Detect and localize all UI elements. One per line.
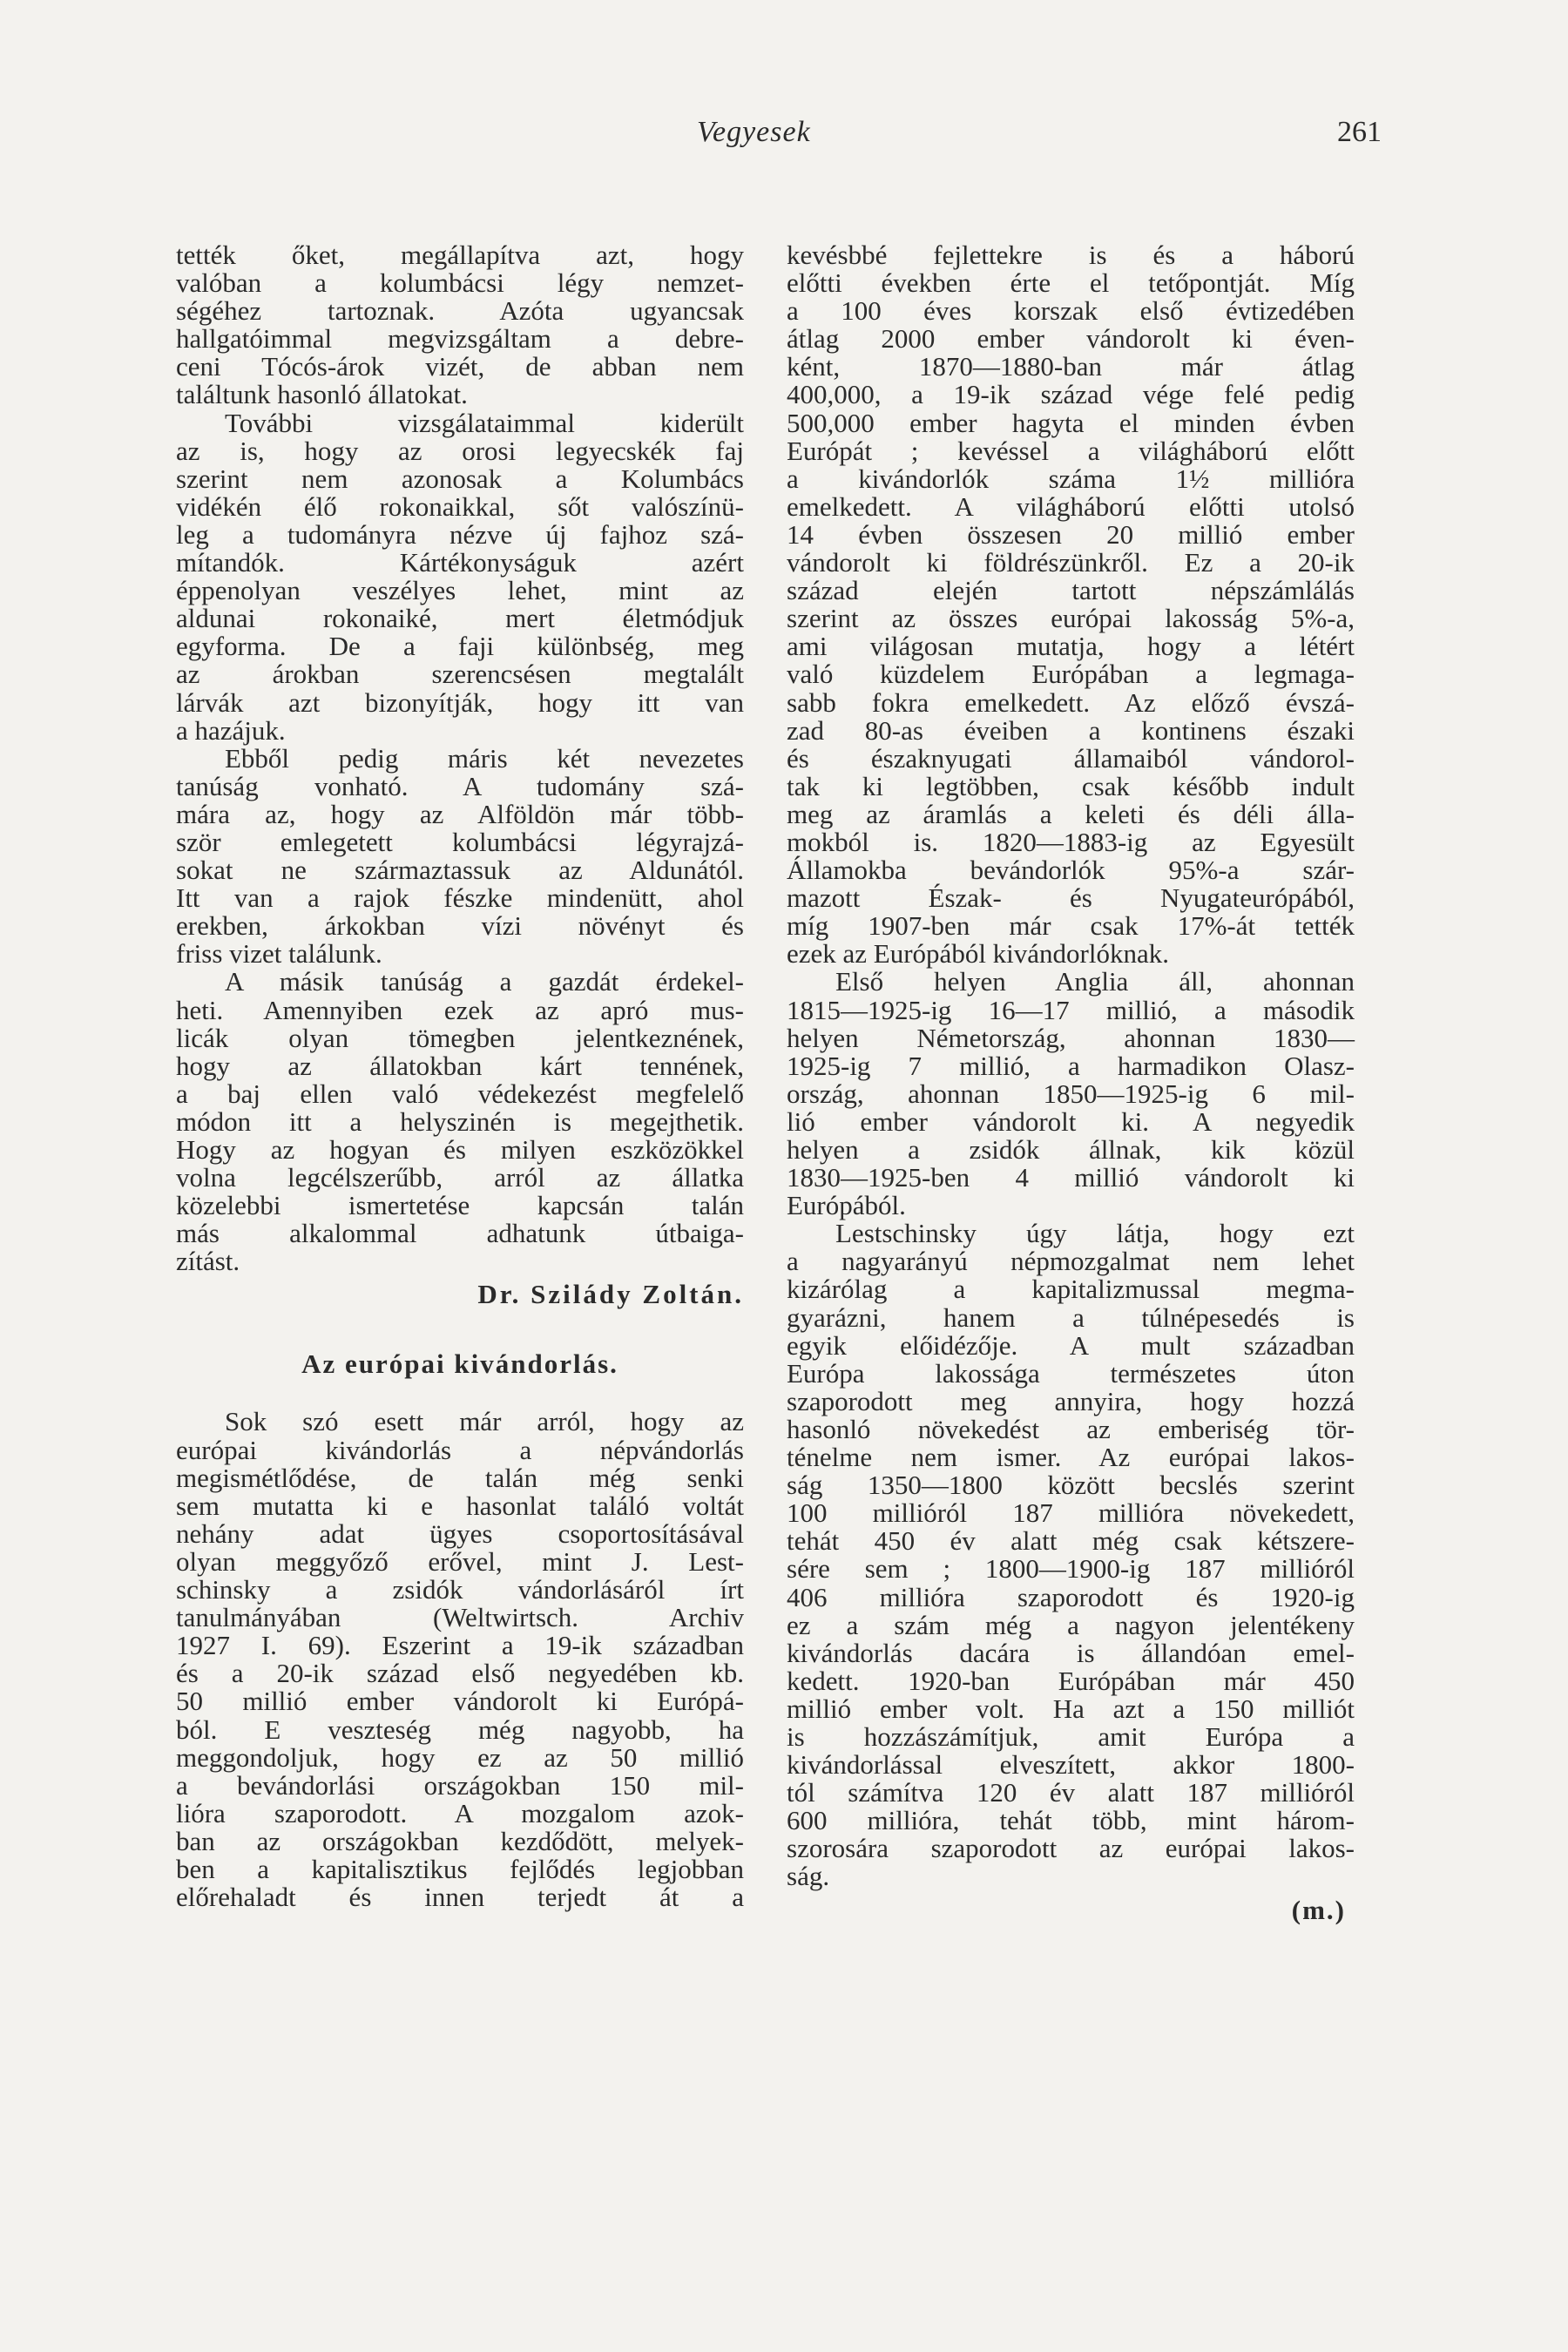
text-line: mazott Észak- és Nyugateurópából, [787, 882, 1355, 914]
text-line: 100 millióról 187 millióra növekedett, [787, 1497, 1355, 1529]
text-line: hasonló növekedést az emberiség tör- [787, 1413, 1355, 1444]
text-line: kivándorlással elveszített, akkor 1800- [787, 1749, 1355, 1781]
text-line: friss vizet találunk. [176, 938, 382, 970]
text-line: 500,000 ember hagyta el minden évben [787, 407, 1355, 438]
text-line: schinsky a zsidók vándorlásáról írt [176, 1574, 744, 1605]
text-line: szerint nem azonosak a Kolumbács [176, 463, 744, 494]
text-line: Ebből pedig máris két nevezetes [225, 742, 744, 774]
text-line: lárvák azt bizonyítják, hogy itt van [176, 686, 744, 718]
text-line: ból. E veszteség még nagyobb, ha [176, 1713, 744, 1745]
text-line: és a 20-ik század első negyedében kb. [176, 1658, 744, 1689]
text-line: megismétlődése, de talán még senki [176, 1462, 744, 1493]
author-signoff: (m.) [1291, 1894, 1346, 1925]
text-line: hallgatóimmal megvizsgáltam a debre- [176, 323, 744, 355]
text-line: leg a tudományra nézve új fajhoz szá- [176, 518, 744, 550]
text-line: 600 millióra, tehát több, mint három- [787, 1805, 1355, 1836]
text-line: ami világosan mutatja, hogy a létért [787, 631, 1355, 662]
text-line: Sok szó esett már arról, hogy az [225, 1406, 744, 1437]
text-line: éppenolyan veszélyes lehet, mint az [176, 575, 744, 606]
text-line: 406 millióra szaporodott és 1920-ig [787, 1581, 1355, 1612]
text-line: 400,000, a 19-ik század vége felé pedig [787, 379, 1355, 410]
text-line: vándorolt ki földrészünkről. Ez a 20-ik [787, 547, 1355, 578]
text-line: ez a szám még a nagyon jelentékeny [787, 1609, 1355, 1640]
text-line: gyarázni, hanem a túlnépesedés is [787, 1301, 1355, 1333]
text-line: míg 1907-ben már csak 17%-át tették [787, 910, 1355, 942]
text-line: Európa lakossága természetes úton [787, 1357, 1355, 1389]
text-line: volna legcélszerűbb, arról az állatka [176, 1162, 744, 1193]
text-line: ténelme nem ismer. Az európai lakos- [787, 1442, 1355, 1473]
text-line: erekben, árkokban vízi növényt és [176, 910, 744, 942]
text-line: lió ember vándorolt ki. A negyedik [787, 1105, 1355, 1137]
text-line: mára az, hogy az Alföldön már több- [176, 798, 744, 829]
text-line: lióra szaporodott. A mozgalom azok- [176, 1797, 744, 1828]
text-line: zad 80-as éveiben a kontinens északi [787, 714, 1355, 746]
text-line: sabb fokra emelkedett. Az előző évszá- [787, 686, 1355, 718]
text-line: olyan meggyőző erővel, mint J. Lest- [176, 1545, 744, 1577]
text-line: licák olyan tömegben jelentkeznének, [176, 1022, 744, 1053]
text-line: tanulmányában (Weltwirtsch. Archiv [176, 1602, 744, 1633]
text-line: helyen Németország, ahonnan 1830— [787, 1022, 1355, 1053]
text-line: meggondoljuk, hogy ez az 50 millió [176, 1741, 744, 1773]
text-line: is hozzászámítjuk, amit Európa a [787, 1720, 1355, 1752]
author-signature: Dr. Szilády Zoltán. [477, 1279, 744, 1310]
text-line: További vizsgálataimmal kiderült [225, 407, 744, 438]
text-line: mítandók. Kártékonyságuk azért [176, 547, 744, 578]
text-line: zítást. [176, 1246, 240, 1277]
article-heading: Az európai kivándorlás. [301, 1348, 618, 1380]
text-line: az árokban szerencsésen megtalált [176, 659, 744, 690]
text-line: szerint az összes európai lakosság 5%-a, [787, 603, 1355, 634]
text-line: közelebbi ismertetése kapcsán talán [176, 1190, 744, 1221]
text-line: ben a kapitalisztikus fejlődés legjobban [176, 1853, 744, 1884]
text-line: kevésbbé fejlettekre is és a háború [787, 240, 1355, 270]
text-line: az is, hogy az orosi legyecskék faj [176, 435, 744, 466]
text-line: Lestschinsky úgy látja, hogy ezt [835, 1218, 1355, 1249]
text-line: előtti években érte el tetőpontját. Míg [787, 267, 1355, 299]
page-number: 261 [1337, 116, 1382, 148]
text-line: ségéhez tartoznak. Azóta ugyancsak [176, 295, 744, 327]
text-line: millió ember volt. Ha azt a 150 milliót [787, 1693, 1355, 1724]
text-line: heti. Amennyiben ezek az apró mus- [176, 994, 744, 1025]
text-line: módon itt a helyszinén is megejthetik. [176, 1105, 744, 1137]
text-line: aldunai rokonaiké, mert életmódjuk [176, 603, 744, 634]
paragraph [787, 1220, 1355, 1890]
text-line: ság. [787, 1861, 830, 1892]
text-line: ceni Tócós-árok vizét, de abban nem [176, 351, 744, 382]
text-line: Európát ; kevéssel a világháború előtt [787, 435, 1355, 466]
text-line: egyforma. De a faji különbség, meg [176, 631, 744, 662]
text-line: Első helyen Anglia áll, ahonnan [835, 966, 1355, 997]
text-line: tól számítva 120 év alatt 187 millióról [787, 1777, 1355, 1808]
text-line: kizárólag a kapitalizmussal megma- [787, 1274, 1355, 1305]
text-line: való küzdelem Európában a legmaga- [787, 659, 1355, 690]
text-line: találtunk hasonló állatokat. [176, 379, 468, 410]
text-line: ország, ahonnan 1850—1925-ig 6 mil- [787, 1078, 1355, 1109]
text-line: század elején tartott népszámlálás [787, 575, 1355, 606]
text-line: 14 évben összesen 20 millió ember [787, 518, 1355, 550]
paragraph [176, 742, 744, 970]
text-line: a baj ellen való védekezést megfelelő [176, 1078, 744, 1109]
text-line: ban az országokban kezdődött, melyek- [176, 1825, 744, 1856]
text-line: A másik tanúság a gazdát érdekel- [225, 966, 744, 997]
left-column [176, 241, 744, 1911]
text-line: 50 millió ember vándorolt ki Európá- [176, 1686, 744, 1717]
text-line: sokat ne származtassuk az Aldunától. [176, 855, 744, 886]
text-line: ször emlegetett kolumbácsi légyrajzá- [176, 826, 744, 857]
text-line: kedett. 1920-ban Európában már 450 [787, 1665, 1355, 1696]
text-line: 1925-ig 7 millió, a harmadikon Olasz- [787, 1050, 1355, 1081]
text-line: sem mutatta ki e hasonlat találó voltát [176, 1490, 744, 1521]
text-line: helyen a zsidók állnak, kik közül [787, 1134, 1355, 1165]
text-line: ezek az Európából kivándorlóknak. [787, 938, 1169, 970]
paragraph [787, 241, 1355, 968]
text-line: Európából. [787, 1190, 906, 1221]
text-line: a 100 éves korszak első évtizedében [787, 295, 1355, 327]
text-line: tak ki legtöbben, csak később indult [787, 770, 1355, 801]
text-line: előrehaladt és innen terjedt át a [176, 1882, 744, 1913]
paragraph [176, 241, 744, 409]
text-line: vidékén élő rokonaikkal, sőt valószínü- [176, 490, 744, 522]
text-line: ság 1350—1800 között becslés szerint [787, 1470, 1355, 1501]
text-line: más alkalommal adhatunk útbaiga- [176, 1218, 744, 1249]
text-line: nehány adat ügyes csoportosításával [176, 1517, 744, 1549]
text-line: tanúság vonható. A tudomány szá- [176, 770, 744, 801]
text-line: ként, 1870—1880-ban már átlag [787, 351, 1355, 382]
text-line: emelkedett. A világháború előtti utolsó [787, 490, 1355, 522]
right-column [787, 241, 1355, 1928]
text-line: kivándorlás dacára is állandóan emel- [787, 1637, 1355, 1668]
text-line: európai kivándorlás a népvándorlás [176, 1434, 744, 1465]
text-line: egyik előidézője. A mult században [787, 1329, 1355, 1361]
text-line: Hogy az hogyan és milyen eszközökkel [176, 1134, 744, 1165]
text-line: szaporodott meg annyira, hogy hozzá [787, 1385, 1355, 1416]
text-line: hogy az állatokban kárt tennének, [176, 1050, 744, 1081]
text-line: átlag 2000 ember vándorolt ki éven- [787, 323, 1355, 355]
text-line: a kivándorlók száma 1½ millióra [787, 463, 1355, 494]
text-line: a hazájuk. [176, 714, 286, 746]
text-line: meg az áramlás a keleti és déli álla- [787, 798, 1355, 829]
text-line: 1815—1925-ig 16—17 millió, a második [787, 994, 1355, 1025]
paragraph [176, 409, 744, 745]
running-title: Vegyesek [697, 116, 811, 148]
text-line: valóban a kolumbácsi légy nemzet- [176, 267, 744, 299]
paragraph [176, 968, 744, 1275]
text-line: 1830—1925-ben 4 millió vándorolt ki [787, 1162, 1355, 1193]
text-line: tették őket, megállapítva azt, hogy [176, 240, 744, 270]
text-line: a nagyarányú népmozgalmat nem lehet [787, 1246, 1355, 1277]
text-line: sére sem ; 1800—1900-ig 187 millióról [787, 1553, 1355, 1585]
text-line: a bevándorlási országokban 150 mil- [176, 1769, 744, 1801]
paragraph [787, 968, 1355, 1220]
text-line: szorosára szaporodott az európai lakos- [787, 1833, 1355, 1864]
text-line: Itt van a rajok fészke mindenütt, ahol [176, 882, 744, 914]
text-line: mokból is. 1820—1883-ig az Egyesült [787, 826, 1355, 857]
paragraph [176, 1408, 744, 1911]
text-line: tehát 450 év alatt még csak kétszere- [787, 1525, 1355, 1557]
text-line: és északnyugati államaiból vándorol- [787, 742, 1355, 774]
text-line: 1927 I. 69). Eszerint a 19-ik században [176, 1630, 744, 1661]
text-line: Államokba bevándorlók 95%-a szár- [787, 855, 1355, 886]
